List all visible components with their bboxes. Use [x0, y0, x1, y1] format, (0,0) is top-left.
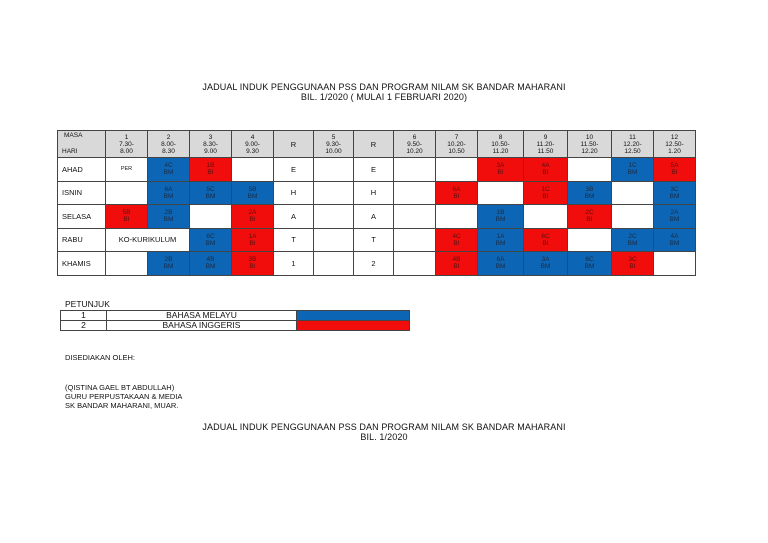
class-cell-bi: 2C BI	[568, 205, 612, 229]
schedule-cell	[612, 205, 654, 229]
document-title-top	[0, 82, 768, 102]
legend-row	[61, 321, 410, 331]
class-cell-bm: 4A BM	[654, 228, 696, 252]
day-row	[58, 252, 696, 276]
class-cell-bi: 5B BI	[106, 205, 148, 229]
slot-header: R	[274, 131, 314, 158]
schedule-cell	[394, 205, 436, 229]
slot-header: 9 11.20- 11.50	[524, 131, 568, 158]
prepared-by-label: DISEDIAKAN OLEH:	[65, 353, 136, 362]
class-cell-bm: 3A BM	[524, 252, 568, 276]
class-cell-bm: 4B BM	[190, 252, 232, 276]
title-line: JADUAL INDUK PENGGUNAAN PSS DAN PROGRAM NILAM SK BANDAR MAHARANI	[202, 422, 566, 432]
class-cell-bi: 3A BI	[478, 158, 524, 182]
schedule-cell	[314, 205, 354, 229]
class-cell-bi: 4B BI	[436, 252, 478, 276]
schedule-cell	[106, 252, 148, 276]
class-cell-bm: 2A BM	[654, 205, 696, 229]
schedule-cell	[524, 205, 568, 229]
schedule-cell	[314, 158, 354, 182]
signature-name: (QISTINA GAEL BT ABDULLAH)	[65, 383, 175, 392]
schedule-cell: A	[354, 205, 394, 229]
class-cell-bi: 6C BI	[524, 228, 568, 252]
title-line: JADUAL INDUK PENGGUNAAN PSS DAN PROGRAM NILAM SK BANDAR MAHARANI	[202, 82, 566, 92]
signature-position: GURU PERPUSTAKAAN & MEDIA	[65, 392, 183, 401]
slot-header: 2 8.00- 8.30	[148, 131, 190, 158]
masa-hari-header	[58, 131, 106, 158]
schedule-cell	[314, 181, 354, 205]
schedule-cell	[568, 158, 612, 182]
schedule-cell	[478, 181, 524, 205]
slot-header: 8 10.50- 11.20	[478, 131, 524, 158]
schedule-cell	[314, 252, 354, 276]
class-cell-bi: 5A BI	[654, 158, 696, 182]
schedule-cell	[394, 158, 436, 182]
schedule-table	[57, 130, 696, 276]
slot-header: 5 9.30- 10.00	[314, 131, 354, 158]
schedule-cell	[314, 228, 354, 252]
day-row	[58, 181, 696, 205]
schedule-cell: 1	[274, 252, 314, 276]
schedule-cell	[612, 181, 654, 205]
class-cell-bm: 3B BM	[568, 181, 612, 205]
schedule-cell	[654, 252, 696, 276]
class-cell-bm: 5B BM	[232, 181, 274, 205]
class-cell-bi: 1A BI	[232, 228, 274, 252]
signature-school: SK BANDAR MAHARANI, MUAR.	[65, 401, 179, 410]
class-cell-bm: 1C BM	[612, 158, 654, 182]
document-title-bottom	[0, 422, 768, 442]
class-cell-bm: 4C BM	[148, 158, 190, 182]
header-row	[58, 131, 696, 158]
schedule-cell	[436, 158, 478, 182]
day-row	[58, 158, 696, 182]
schedule-cell: PER	[106, 158, 148, 182]
signature-block	[65, 383, 182, 410]
slot-header: 12 12.50- 1.20	[654, 131, 696, 158]
day-label: SELASA	[58, 205, 106, 229]
class-cell-bm: 6C BM	[190, 228, 232, 252]
schedule-cell	[190, 205, 232, 229]
class-cell-bi: 1C BI	[524, 181, 568, 205]
class-cell-bm: 2B BM	[148, 205, 190, 229]
kokurikulum-cell: KO-KURIKULUM	[106, 228, 190, 252]
masa-label: MASA	[64, 132, 83, 139]
class-cell-bm: 1A BM	[478, 228, 524, 252]
day-row	[58, 228, 696, 252]
legend-name: BAHASA MELAYU	[107, 311, 297, 321]
class-cell-bm: 2C BM	[612, 228, 654, 252]
legend-row	[61, 311, 410, 321]
day-label: ISNIN	[58, 181, 106, 205]
schedule-cell: H	[274, 181, 314, 205]
schedule-cell	[436, 205, 478, 229]
schedule-cell: T	[354, 228, 394, 252]
slot-header: 11 12.20- 12.50	[612, 131, 654, 158]
hari-label: HARI	[62, 148, 78, 155]
class-cell-bm: 1B BM	[478, 205, 524, 229]
class-cell-bi: 2A BI	[232, 205, 274, 229]
legend-number: 1	[61, 311, 107, 321]
schedule-cell	[394, 181, 436, 205]
slot-header: 10 11.50- 12.20	[568, 131, 612, 158]
slot-header: R	[354, 131, 394, 158]
class-cell-bm: 6A BM	[478, 252, 524, 276]
legend-name: BAHASA INGGERIS	[107, 321, 297, 331]
class-cell-bm: 2B BM	[148, 252, 190, 276]
class-cell-bm: 6A BM	[148, 181, 190, 205]
schedule-cell: A	[274, 205, 314, 229]
legend-number: 2	[61, 321, 107, 331]
schedule-cell	[394, 228, 436, 252]
class-cell-bm: 3C BM	[654, 181, 696, 205]
class-cell-bm: 5C BM	[190, 181, 232, 205]
legend-swatch-bi	[297, 321, 410, 331]
day-label: RABU	[58, 228, 106, 252]
schedule-cell	[568, 228, 612, 252]
day-label: KHAMIS	[58, 252, 106, 276]
slot-header: 1 7.30- 8.00	[106, 131, 148, 158]
slot-header: 3 8.30- 9.00	[190, 131, 232, 158]
class-cell-bi: 1B BI	[190, 158, 232, 182]
legend-table	[60, 310, 410, 331]
slot-header: 7 10.20- 10.50	[436, 131, 478, 158]
class-cell-bi: 4A BI	[524, 158, 568, 182]
day-row	[58, 205, 696, 229]
class-cell-bi: 3B BI	[232, 252, 274, 276]
schedule-cell: H	[354, 181, 394, 205]
day-label: AHAD	[58, 158, 106, 182]
legend-swatch-bm	[297, 311, 410, 321]
slot-header: 6 9.50- 10.20	[394, 131, 436, 158]
subtitle-line: BIL. 1/2020	[360, 432, 408, 442]
schedule-cell	[394, 252, 436, 276]
schedule-cell: T	[274, 228, 314, 252]
class-cell-bi: 6A BI	[436, 181, 478, 205]
schedule-cell	[106, 181, 148, 205]
legend-label: PETUNJUK	[65, 299, 110, 309]
schedule-cell	[232, 158, 274, 182]
class-cell-bi: 4C BI	[436, 228, 478, 252]
class-cell-bm: 6C BM	[568, 252, 612, 276]
schedule-cell: E	[274, 158, 314, 182]
slot-header: 4 9.00- 9.30	[232, 131, 274, 158]
schedule-cell: 2	[354, 252, 394, 276]
subtitle-line: BIL. 1/2020 ( MULAI 1 FEBRUARI 2020)	[300, 92, 468, 102]
schedule-cell: E	[354, 158, 394, 182]
class-cell-bi: 3C BI	[612, 252, 654, 276]
